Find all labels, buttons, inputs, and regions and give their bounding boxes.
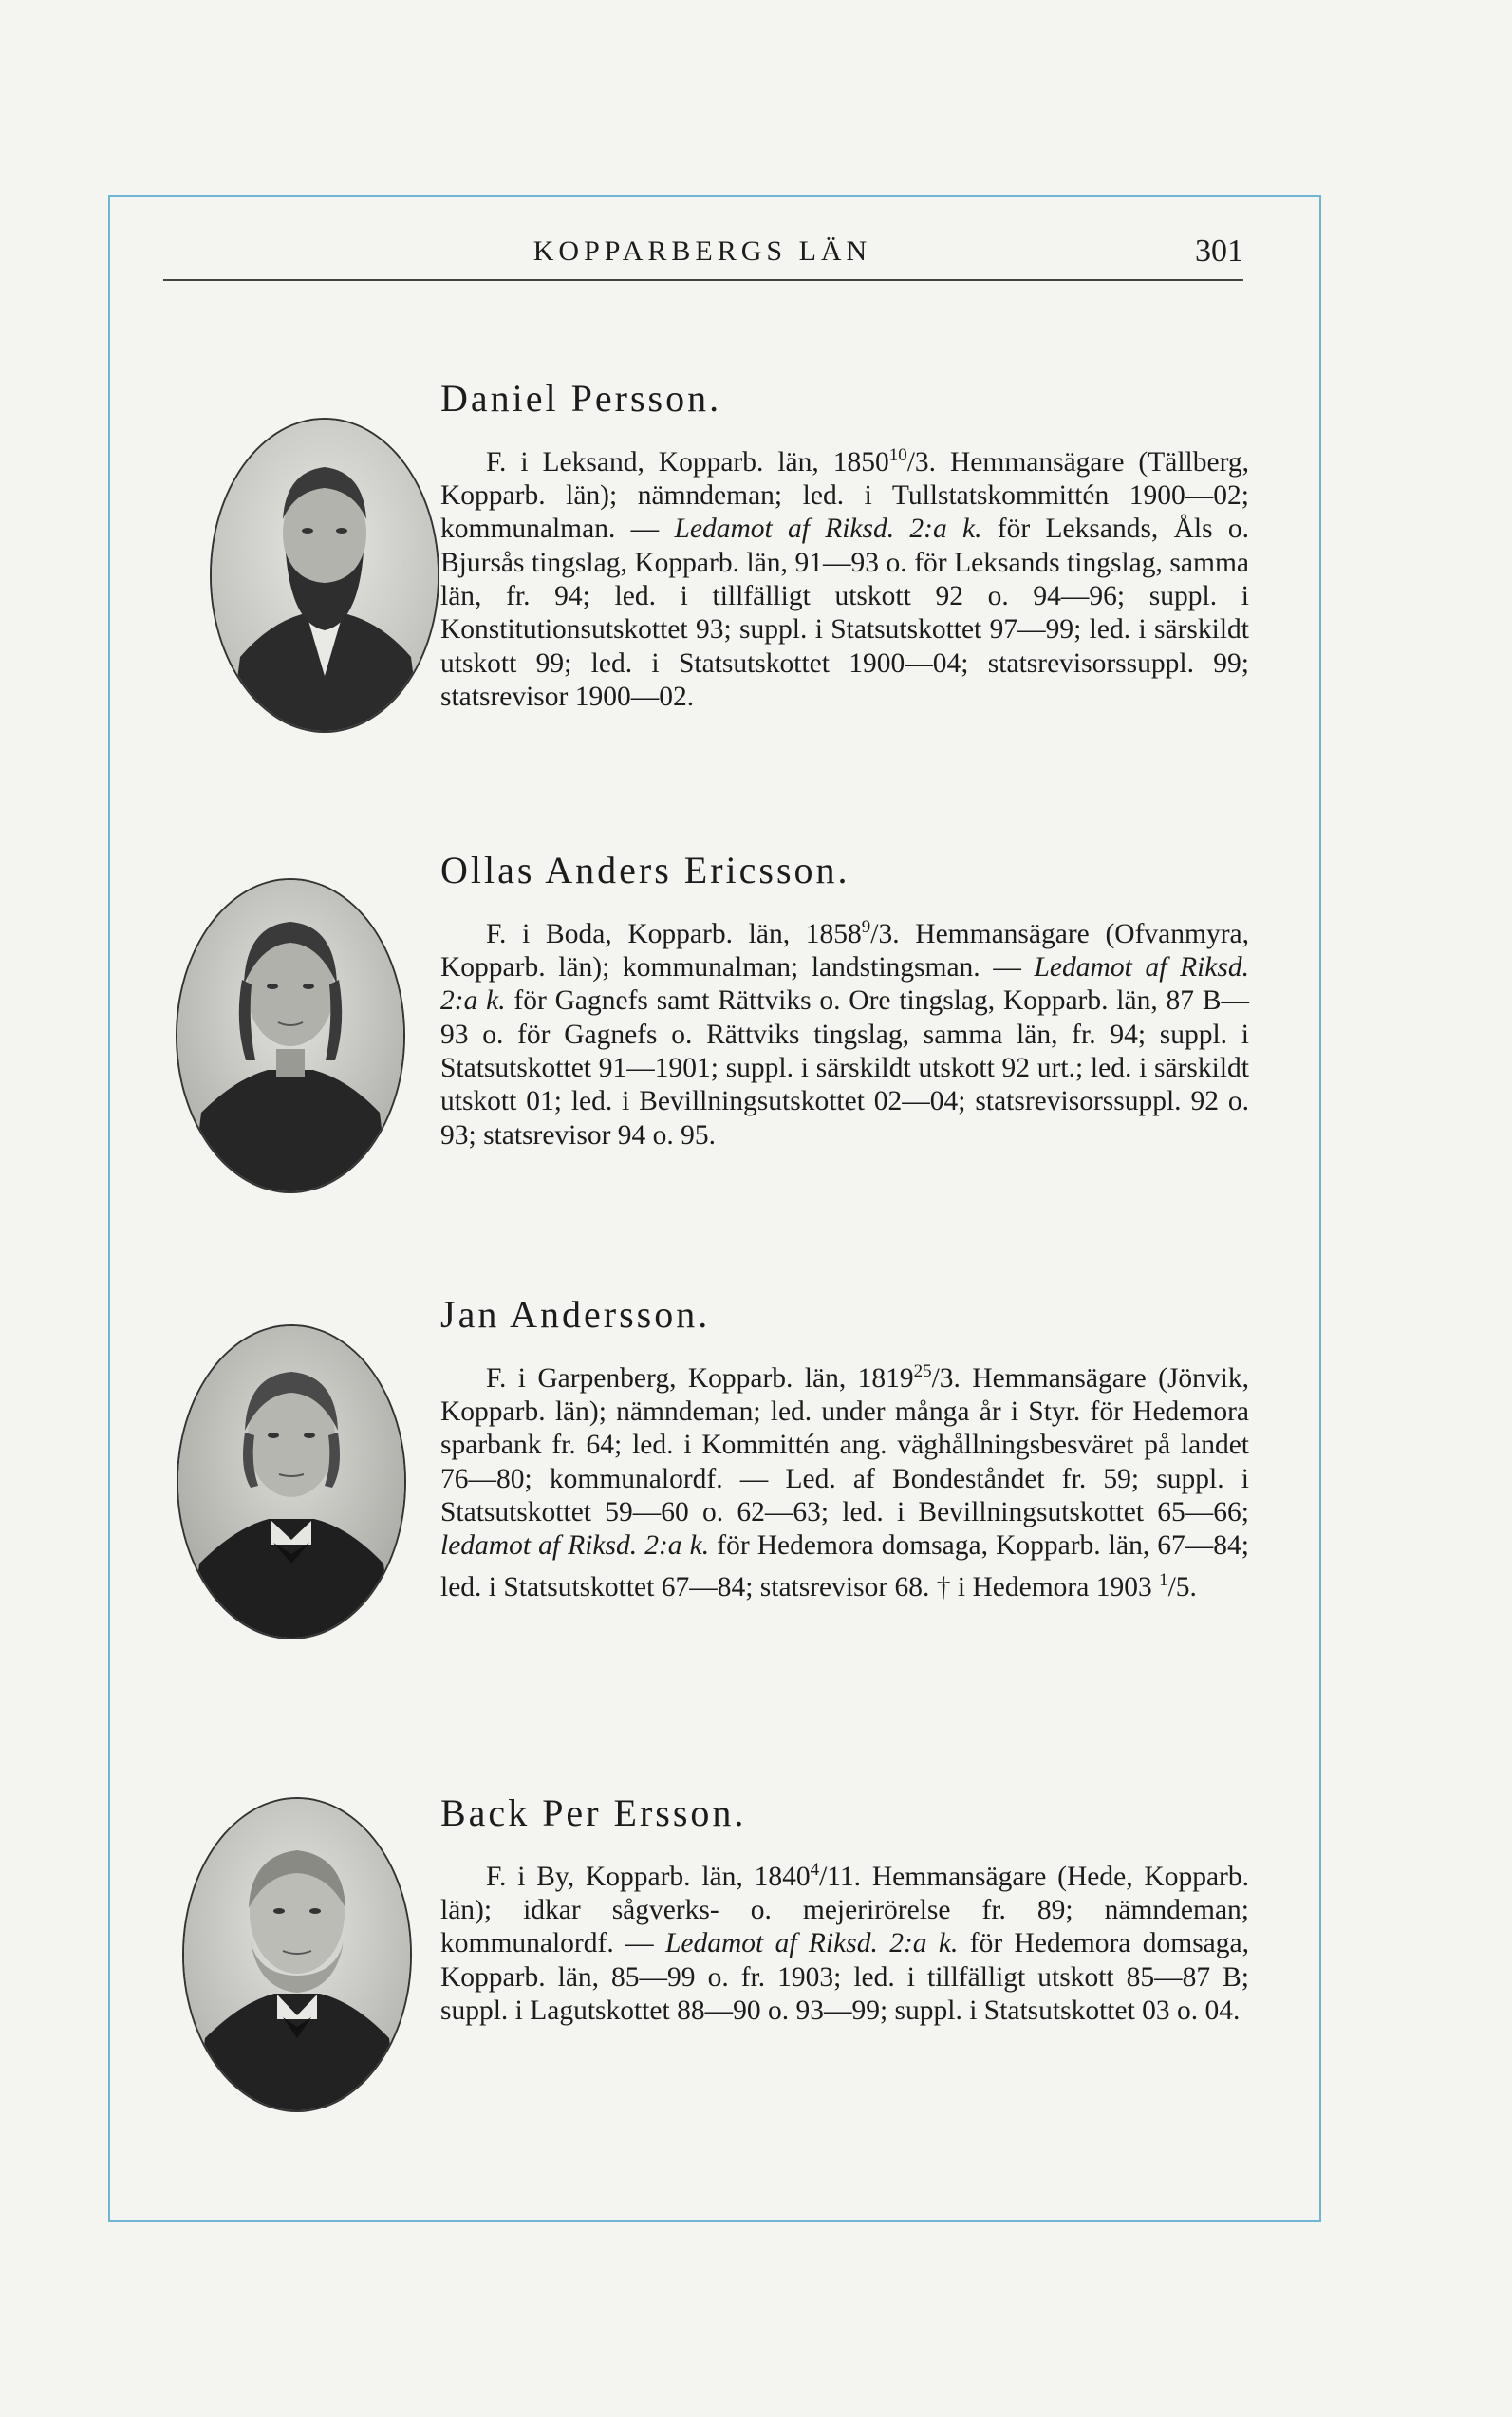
portrait-daniel-persson — [210, 418, 439, 733]
page-number: 301 — [1195, 234, 1243, 269]
header-rule — [163, 279, 1243, 281]
entry-name: Ollas Anders Ericsson. — [440, 849, 850, 891]
entry-back-per-ersson — [440, 1792, 1249, 2028]
entry-bio: F. i Garpenberg, Kopparb. län, 1819$^{25}$/3. Hemmansägare (Jönvik, Kopparb. län); nämndeman; led. under många år i Styr. för Hedemora sparbank fr. 64; led. i Kommittén ang. väghållningsbesväret på landet 76—80; kommunalordf. — Led. af Bondeståndet fr. 59; suppl. i Statsutskottet 59—60 o. 62—63; led. i Bevillningsutskottet 65—66; ledamot af Riksd. 2:a k. för Hedemora domsaga, Kopparb. län, 67—84; led. i Statsutskottet 67—84; statsrevisor 68. † i Hedemora 1903 $^1$/5. — [440, 1361, 1249, 1602]
entry-name: Daniel Persson. — [440, 377, 722, 420]
running-title: KOPPARBERGS LÄN — [532, 235, 872, 267]
entry-bio: F. i By, Kopparb. län, 1840$^4$/11. Hemmansägare (Hede, Kopparb. län); idkar sågverks- o. mejerirörelse fr. 89; nämndeman; kommunalordf. — Ledamot af Riksd. 2:a k. för Hedemora domsaga, Kopparb. län, 85—99 o. fr. 1903; led. i tillfälligt utskott 85—87 B; suppl. i Lagutskottet 88—90 o. 93—99; suppl. i Statsutskottet 03 o. 04. — [440, 1860, 1249, 2027]
entry-bio: F. i Leksand, Kopparb. län, 1850$^{10}$/3. Hemmansägare (Tällberg, Kopparb. län); nämndeman; led. i Tullstatskommittén 1900—02; kommunalman. — Ledamot af Riksd. 2:a k. för Leksands, Åls o. Bjursås tingslag, Kopparb. län, 91—93 o. för Leksands tingslag, samma län, fr. 94; led. i tillfälligt utskott 92 o. 94—96; suppl. i Konstitutionsutskottet 93; suppl. i Statsutskottet 97—99; led. i särskildt utskott 99; led. i Statsutskottet 1900—04; statsrevisorssuppl. 99; statsrevisor 1900—02. — [440, 445, 1249, 712]
entry-name: Jan Andersson. — [440, 1293, 711, 1336]
portrait-ollas-anders-ericsson — [176, 878, 405, 1193]
entry-jan-andersson — [440, 1294, 1249, 1604]
entry-daniel-persson — [440, 378, 1249, 714]
entry-bio: F. i Boda, Kopparb. län, 1858$^9$/3. Hemmansägare (Ofvanmyra, Kopparb. län); kommunalman; landstingsman. — Ledamot af Riksd. 2:a k. för Gagnefs samt Rättviks o. Ore tingslag, Kopparb. län, 87 B—93 o. för Gagnefs o. Rättviks tingslag, samma län, fr. 94; suppl. i Statsutskottet 91—1901; suppl. i särskildt utskott 92 urt.; led. i särskildt utskott 01; led. i Bevillningsutskottet 02—04; statsrevisorssuppl. 92 o. 93; statsrevisor 94 o. 95. — [440, 917, 1249, 1151]
entry-name: Back Per Ersson. — [440, 1791, 747, 1834]
entry-ollas-anders-ericsson — [440, 850, 1249, 1152]
portrait-back-per-ersson — [182, 1797, 412, 2112]
portrait-jan-andersson — [177, 1324, 406, 1639]
running-head — [161, 235, 1243, 283]
